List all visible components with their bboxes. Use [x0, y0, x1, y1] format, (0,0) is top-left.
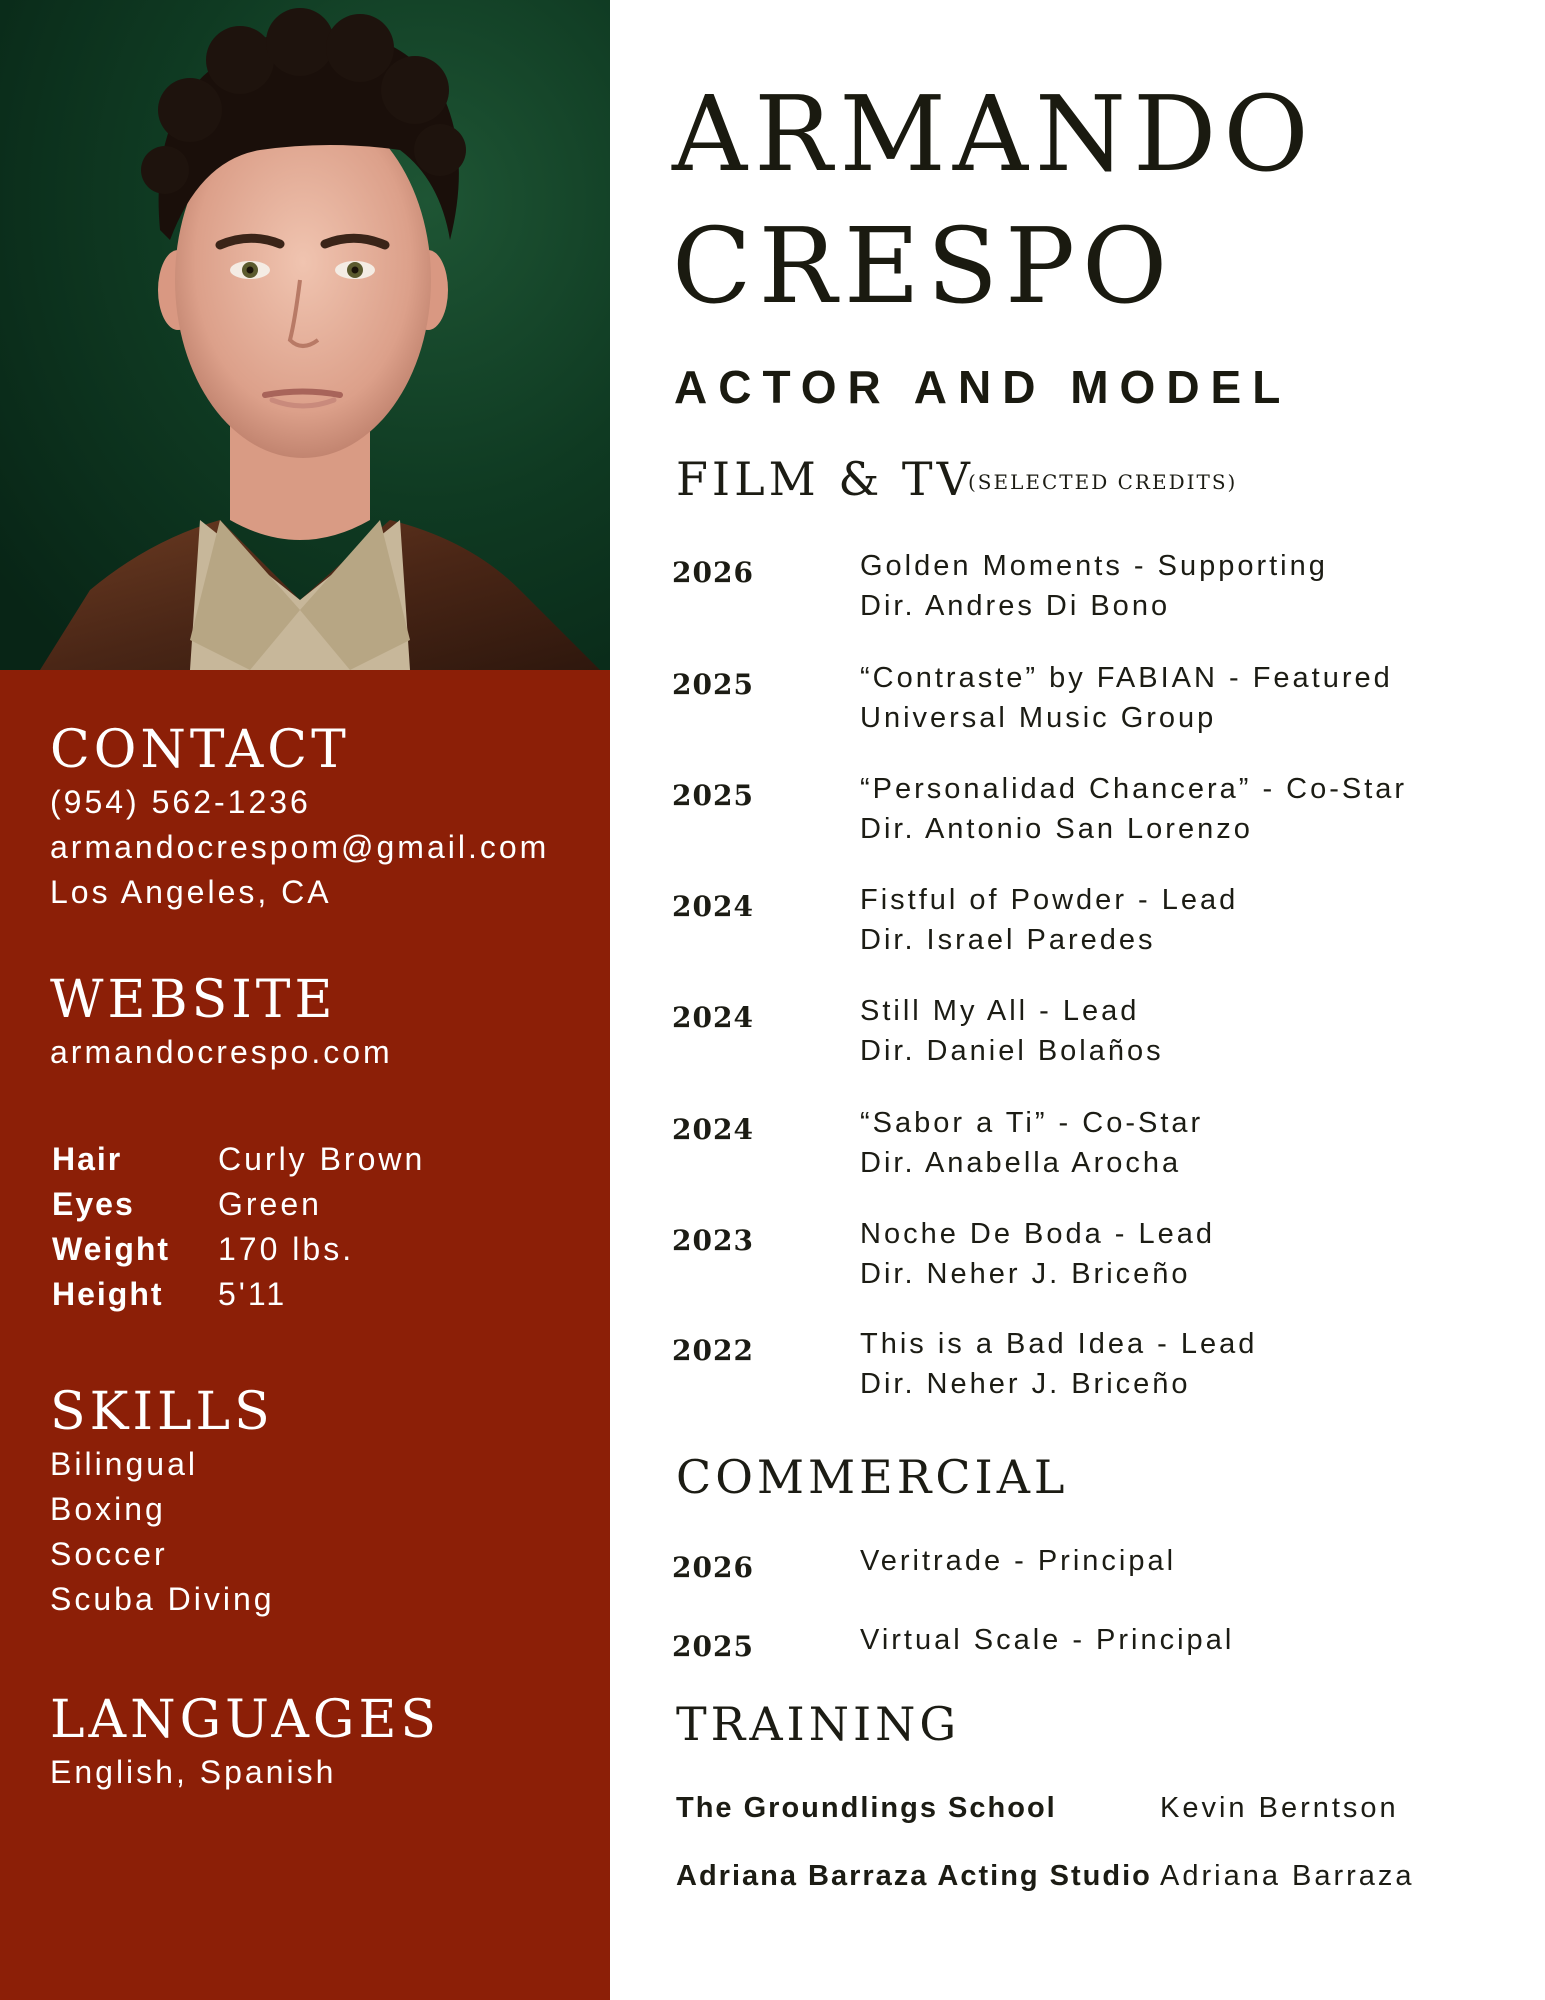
credit-director: Dir. Neher J. Briceño [860, 1258, 1191, 1290]
last-name: CRESPO [672, 205, 1175, 327]
training-school: The Groundlings School [676, 1792, 1057, 1824]
credit-director: Dir. Antonio San Lorenzo [860, 813, 1253, 845]
languages-section [50, 1690, 440, 1795]
credit-title: “Personalidad Chancera” - Co-Star [860, 773, 1408, 805]
name-heading [672, 68, 1316, 332]
credit-year: 2024 [672, 1113, 754, 1146]
contact-heading: CONTACT [50, 720, 350, 780]
stat-value: Green [218, 1186, 322, 1222]
stat-row [52, 1227, 572, 1272]
contact-email[interactable]: armandocrespom@gmail.com [50, 829, 550, 865]
credit-year: 2026 [672, 1551, 754, 1584]
credit-title: Still My All - Lead [860, 995, 1140, 1027]
subtitle: ACTOR AND MODEL [674, 361, 1292, 413]
headshot-photo [0, 0, 610, 670]
credit-year: 2023 [672, 1224, 754, 1257]
film-tv-heading: FILM & TV [676, 452, 974, 506]
credit-title: “Sabor a Ti” - Co-Star [860, 1107, 1204, 1139]
commercial-heading: COMMERCIAL [676, 1450, 1069, 1504]
credit-title: This is a Bad Idea - Lead [860, 1328, 1258, 1360]
credit-year: 2025 [672, 779, 754, 812]
contact-section [50, 720, 549, 915]
website-heading: WEBSITE [50, 970, 337, 1030]
website-section [50, 970, 393, 1075]
credit-director: Universal Music Group [860, 702, 1217, 734]
training-teacher: Kevin Berntson [1160, 1792, 1399, 1824]
credit-title: “Contraste” by FABIAN - Featured [860, 662, 1393, 694]
credit-year: 2026 [672, 556, 754, 589]
training-school: Adriana Barraza Acting Studio [676, 1860, 1152, 1892]
languages-heading: LANGUAGES [50, 1690, 441, 1750]
credit-director: Dir. Neher J. Briceño [860, 1368, 1191, 1400]
training-heading: TRAINING [676, 1697, 961, 1751]
skill-item: Soccer [50, 1536, 168, 1572]
contact-location: Los Angeles, CA [50, 874, 332, 910]
stat-value: 5'11 [218, 1276, 288, 1312]
skill-item: Boxing [50, 1491, 166, 1527]
credit-year: 2024 [672, 1001, 754, 1034]
website-link[interactable]: armandocrespo.com [50, 1034, 393, 1070]
credit-year: 2025 [672, 668, 754, 701]
credit-year: 2024 [672, 890, 754, 923]
contact-phone[interactable]: (954) 562-1236 [50, 784, 311, 820]
skill-item: Bilingual [50, 1446, 198, 1482]
stat-key: Hair [52, 1141, 123, 1177]
stat-value: Curly Brown [218, 1141, 426, 1177]
stats-table [52, 1137, 572, 1317]
credit-title: Veritrade - Principal [860, 1545, 1177, 1577]
film-tv-note: (SELECTED CREDITS) [968, 470, 1238, 494]
stat-row [52, 1137, 572, 1182]
stat-key: Weight [52, 1231, 171, 1267]
credit-director: Dir. Andres Di Bono [860, 590, 1171, 622]
skills-section [50, 1382, 275, 1622]
main-content [610, 0, 1545, 2000]
stat-key: Height [52, 1276, 164, 1312]
stat-row [52, 1272, 572, 1317]
languages-text: English, Spanish [50, 1754, 337, 1790]
sidebar [0, 0, 610, 2000]
skill-item: Scuba Diving [50, 1581, 275, 1617]
credit-title: Noche De Boda - Lead [860, 1218, 1216, 1250]
credit-director: Dir. Daniel Bolaños [860, 1035, 1164, 1067]
credit-year: 2022 [672, 1334, 754, 1367]
skills-heading: SKILLS [50, 1382, 274, 1442]
stat-value: 170 lbs. [218, 1231, 355, 1267]
credit-director: Dir. Anabella Arocha [860, 1147, 1182, 1179]
stat-row [52, 1182, 572, 1227]
credit-year: 2025 [672, 1630, 754, 1663]
stat-key: Eyes [52, 1186, 135, 1222]
credit-director: Dir. Israel Paredes [860, 924, 1156, 956]
first-name: ARMANDO [672, 73, 1316, 195]
training-teacher: Adriana Barraza [1160, 1860, 1415, 1892]
credit-title: Fistful of Powder - Lead [860, 884, 1239, 916]
credit-title: Virtual Scale - Principal [860, 1624, 1235, 1656]
credit-title: Golden Moments - Supporting [860, 550, 1328, 582]
